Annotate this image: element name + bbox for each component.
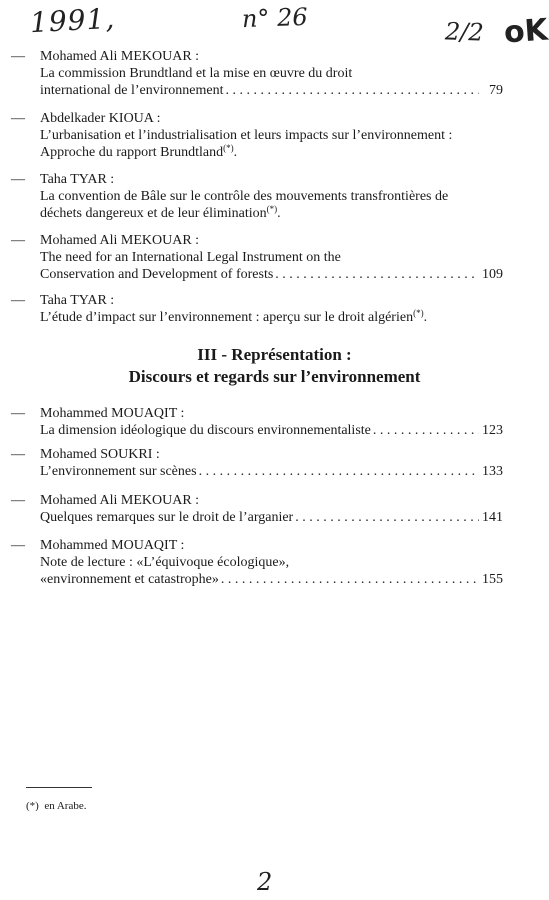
entry-author: Taha TYAR : xyxy=(40,172,115,187)
entry-page-number: 141 xyxy=(482,510,503,525)
entry-dash: — xyxy=(11,406,25,421)
entry-title-line-with-page xyxy=(40,463,503,480)
footnote-marker: (*) xyxy=(266,205,278,214)
entry-dash: — xyxy=(11,493,25,508)
entry-author: Abdelkader KIOUA : xyxy=(40,111,161,126)
entry-title-trail: . xyxy=(233,145,238,160)
entry-page-number: 109 xyxy=(482,267,503,282)
entry-title-text: Approche du rapport Brundtland xyxy=(40,145,224,160)
entry-dash: — xyxy=(11,293,25,308)
entry-title-text: déchets dangereux et de leur élimination xyxy=(40,206,267,221)
entry-title-text: L’étude d’impact sur l’environnement : aperçu sur le droit algérien xyxy=(40,310,414,325)
entry-title-line: L’urbanisation et l’industrialisation et leurs impacts sur l’environnement : xyxy=(40,128,453,143)
entry-title-line xyxy=(40,205,503,222)
footnote-marker: (*) xyxy=(26,800,39,812)
entry-page-number: 155 xyxy=(482,572,503,587)
entry-page-number: 79 xyxy=(489,83,503,98)
entry-author: Mohamed SOUKRI : xyxy=(40,447,160,462)
entry-title-line xyxy=(40,144,503,161)
handwritten-issue-number: n° 26 xyxy=(241,2,309,34)
entry-title-trail: . xyxy=(423,310,428,325)
footnote-marker: (*) xyxy=(413,309,424,318)
footnote xyxy=(26,800,86,812)
entry-title-line-with-page xyxy=(40,509,503,526)
footnote-marker: (*) xyxy=(223,144,234,153)
entry-title-line-with-page xyxy=(40,422,503,439)
entry-title-trail: . xyxy=(277,206,281,221)
entry-title-text: «environnement et catastrophe» xyxy=(40,572,219,587)
handwritten-ok-mark: oK xyxy=(502,12,549,51)
footnote-text: en Arabe. xyxy=(44,800,87,812)
entry-page-number: 123 xyxy=(482,423,503,438)
entry-title-text: international de l’environnement xyxy=(40,83,224,98)
entry-title-text: Quelques remarques sur le droit de l’arganier xyxy=(40,510,294,525)
entry-title-line: Note de lecture : «L’équivoque écologique», xyxy=(40,555,290,570)
entry-title-line-with-page xyxy=(40,82,503,99)
entry-title-text: L’environnement sur scènes xyxy=(40,464,197,479)
entry-title-line: La convention de Bâle sur le contrôle des mouvements transfrontières de xyxy=(40,189,449,204)
entry-author: Mohammed MOUAQIT : xyxy=(40,406,185,421)
entry-title-line xyxy=(40,309,503,326)
handwritten-year: 1991, xyxy=(29,1,116,40)
section-heading: III - Représentation : xyxy=(197,345,352,364)
handwritten-page-number: 2 xyxy=(257,868,273,896)
dot-leader xyxy=(293,509,479,526)
entry-dash: — xyxy=(11,447,25,462)
dot-leader xyxy=(273,266,479,283)
dot-leader xyxy=(224,82,480,99)
entry-title-line: La commission Brundtland et la mise en œuvre du droit xyxy=(40,66,353,81)
dot-leader xyxy=(197,463,479,480)
entry-dash: — xyxy=(11,233,25,248)
entry-author: Mohamed Ali MEKOUAR : xyxy=(40,233,200,248)
entry-author: Mohamed Ali MEKOUAR : xyxy=(40,493,200,508)
entry-title-text: Conservation and Development of forests xyxy=(40,267,274,282)
entry-dash: — xyxy=(11,172,25,187)
dot-leader xyxy=(219,571,479,588)
entry-author: Mohamed Ali MEKOUAR : xyxy=(40,49,200,64)
entry-author: Mohammed MOUAQIT : xyxy=(40,538,185,553)
entry-page-number: 133 xyxy=(482,464,503,479)
footnote-rule xyxy=(26,787,92,788)
entry-dash: — xyxy=(11,538,25,553)
dot-leader xyxy=(371,422,479,439)
entry-title-line-with-page xyxy=(40,266,503,283)
entry-title-line: The need for an International Legal Instrument on the xyxy=(40,250,341,265)
entry-author: Taha TYAR : xyxy=(40,293,115,308)
entry-title-text: La dimension idéologique du discours environnementaliste xyxy=(40,423,371,438)
entry-dash: — xyxy=(11,111,25,126)
handwritten-reference: 2/2 xyxy=(444,17,485,47)
entry-dash: — xyxy=(11,49,25,64)
section-subheading: Discours et regards sur l’environnement xyxy=(128,367,421,386)
entry-title-line-with-page xyxy=(40,571,503,588)
